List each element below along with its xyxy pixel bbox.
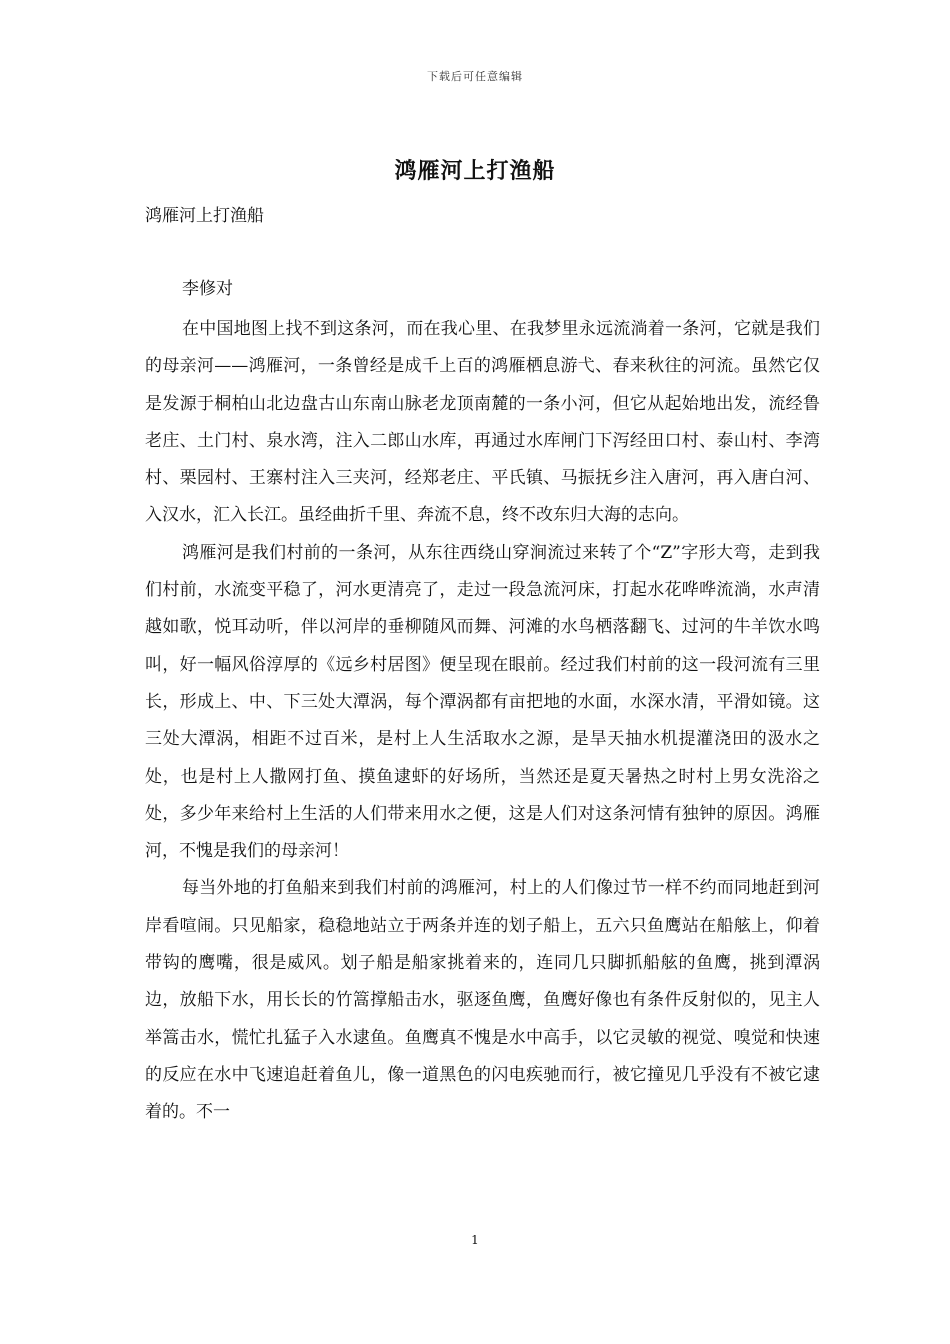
header-note: 下载后可任意编辑 [427,70,523,83]
author-name: 李修对 [182,279,233,299]
paragraph-3: 每当外地的打鱼船来到我们村前的鸿雁河，村上的人们像过节一样不约而同地赶到河岸看喧闹。只见船家，稳稳地站立于两条并连的划子船上，五六只鱼鹰站在船舷上，仰着带钩的鹰嘴，很是威风。划子船是船家挑着来的，连同几只脚抓船舷的鱼鹰，挑到潭涡边，放船下水，用长长的竹篙撑船击水，驱逐鱼鹰，鱼鹰好像也有条件反射似的，见主人举篙击水，慌忙扎猛子入水逮鱼。鱼鹰真不愧是水中高手，以它灵敏的视觉、嗅觉和快速的反应在水中飞速追赶着鱼儿，像一道黑色的闪电疾驰而行，被它撞见几乎没有不被它逮着的。不一 [145,878,820,1123]
document-subtitle: 鸿雁河上打渔船 [145,206,264,226]
paragraph-2: 鸿雁河是我们村前的一条河，从东往西绕山穿涧流过来转了个“Z”字形大弯，走到我们村前，水流变平稳了，河水更清亮了，走过一段急流河床，打起水花哗哗流淌，水声清越如歌，悦耳动听，伴以河岸的垂柳随风而舞、河滩的水鸟栖落翻飞、过河的牛羊饮水鸣叫，好一幅风俗淳厚的《远乡村居图》便呈现在眼前。经过我们村前的这一段河流有三里长，形成上、中、下三处大潭涡，每个潭涡都有亩把地的水面，水深水清，平滑如镜。这三处大潭涡，相距不过百米，是村上人生活取水之源，是旱天抽水机提灌浇田的汲水之处，也是村上人撒网打鱼、摸鱼逮虾的好场所，当然还是夏天暑热之时村上男女洗浴之处，多少年来给村上生活的人们带来用水之便，这是人们对这条河情有独钟的原因。鸿雁河，不愧是我们的母亲河！ [145,542,820,862]
paragraph-1: 在中国地图上找不到这条河，而在我心里、在我梦里永远流淌着一条河，它就是我们的母亲河——鸿雁河，一条曾经是成千上百的鸿雁栖息游弋、春来秋往的河流。虽然它仅是发源于桐柏山北边盘古山东南山脉老龙顶南麓的一条小河，但它从起始地出发，流经鲁老庄、土门村、泉水湾，注入二郎山水库，再通过水库闸门下泻经田口村、泰山村、李湾村、栗园村、王寨村注入三夹河，经郑老庄、平氏镇、马振抚乡注入唐河，再入唐白河、入汉水，汇入长江。虽经曲折千里、奔流不息，终不改东归大海的志向。 [145,319,820,526]
page-number: 1 [471,1233,479,1247]
article-body [145,311,820,1132]
document-title: 鸿雁河上打渔船 [394,158,556,184]
